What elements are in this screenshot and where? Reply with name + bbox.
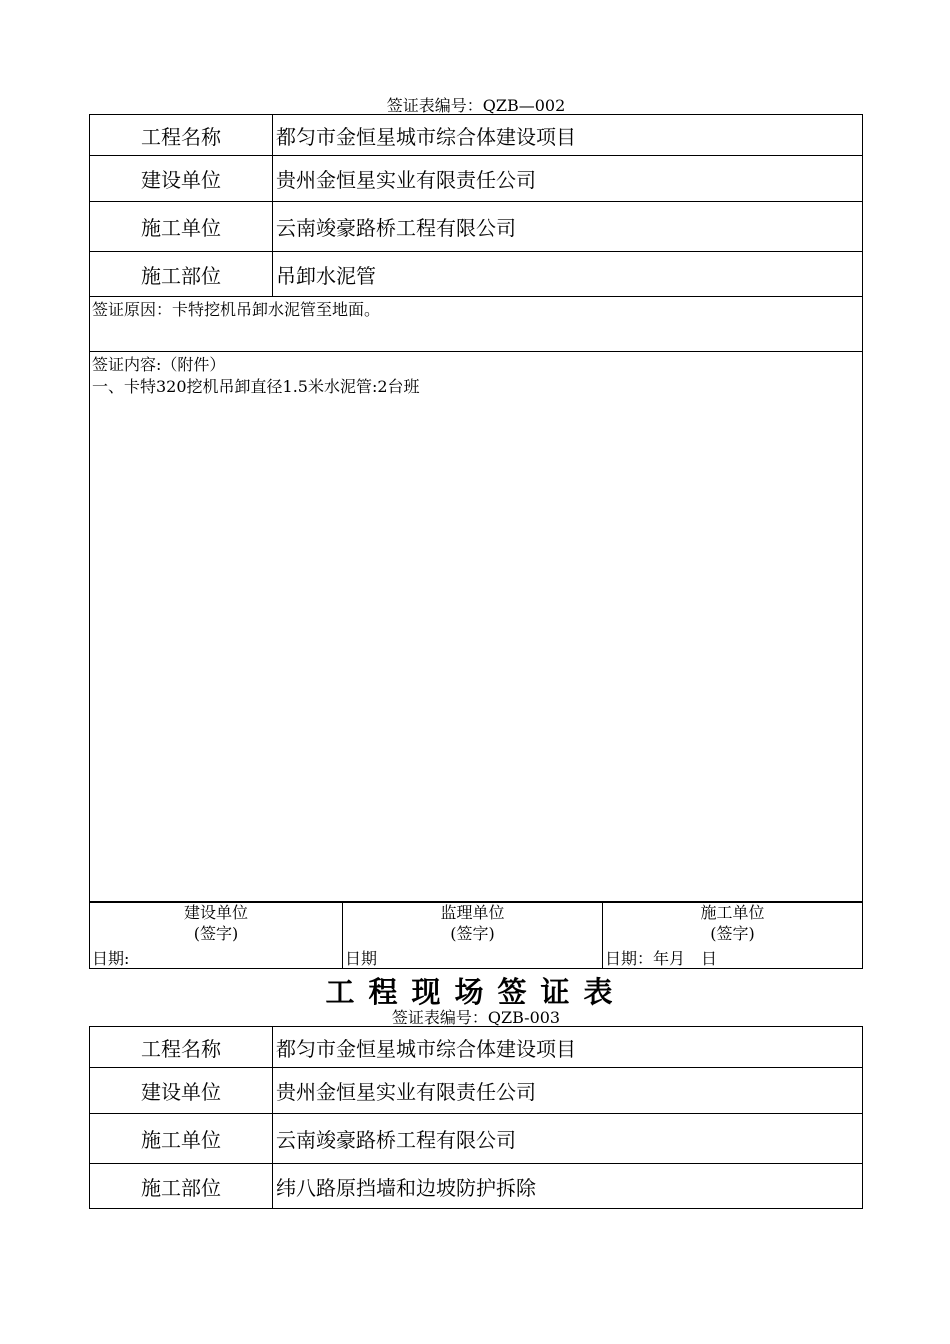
signature-supervisor: [343, 902, 603, 969]
signature-client: [90, 902, 343, 969]
client-label: 建设单位: [90, 1068, 273, 1114]
signature-sign: (签字): [193, 924, 239, 943]
client-label: 建设单位: [90, 156, 273, 202]
visa-reason: 签证原因：卡特挖机吊卸水泥管至地面。: [90, 297, 863, 352]
work-location-value: 吊卸水泥管: [273, 252, 863, 297]
visa-content: [90, 352, 863, 903]
signature-date: 日期:: [92, 949, 130, 968]
form2-table: [89, 1026, 863, 1209]
form1-code: 签证表编号：QZB—002: [386, 96, 566, 115]
work-location-value: 纬八路原挡墙和边坡防护拆除: [273, 1164, 863, 1209]
client-value: 贵州金恒星实业有限责任公司: [273, 1068, 863, 1114]
signature-unit: 施工单位: [700, 903, 765, 922]
project-name-value: 都匀市金恒星城市综合体建设项目: [273, 115, 863, 156]
work-location-label: 施工部位: [90, 252, 273, 297]
signature-table: [89, 901, 863, 969]
signature-date: 日期：年月 日: [605, 949, 718, 968]
contractor-label: 施工单位: [90, 202, 273, 252]
contractor-value: 云南竣豪路桥工程有限公司: [273, 1114, 863, 1164]
signature-sign: (签字): [710, 924, 755, 943]
visa-content-title: 签证内容:（附件）: [92, 355, 226, 374]
contractor-label: 施工单位: [90, 1114, 273, 1164]
project-name-label: 工程名称: [90, 115, 273, 156]
project-name-label: 工程名称: [90, 1027, 273, 1068]
client-value: 贵州金恒星实业有限责任公司: [273, 156, 863, 202]
form1-table: [89, 114, 863, 903]
signature-contractor: [603, 902, 863, 969]
project-name-value: 都匀市金恒星城市综合体建设项目: [273, 1027, 863, 1068]
signature-unit: 建设单位: [183, 903, 248, 922]
signature-sign: (签字): [450, 924, 495, 943]
contractor-value: 云南竣豪路桥工程有限公司: [273, 202, 863, 252]
signature-unit: 监理单位: [440, 903, 505, 922]
visa-content-line: 一、卡特320挖机吊卸直径1.5米水泥管:2台班: [92, 377, 420, 396]
work-location-label: 施工部位: [90, 1164, 273, 1209]
form2-code: 签证表编号：QZB-003: [391, 1008, 561, 1027]
signature-date: 日期: [345, 949, 378, 968]
form2-title: 工程现场签证表: [325, 975, 627, 1009]
